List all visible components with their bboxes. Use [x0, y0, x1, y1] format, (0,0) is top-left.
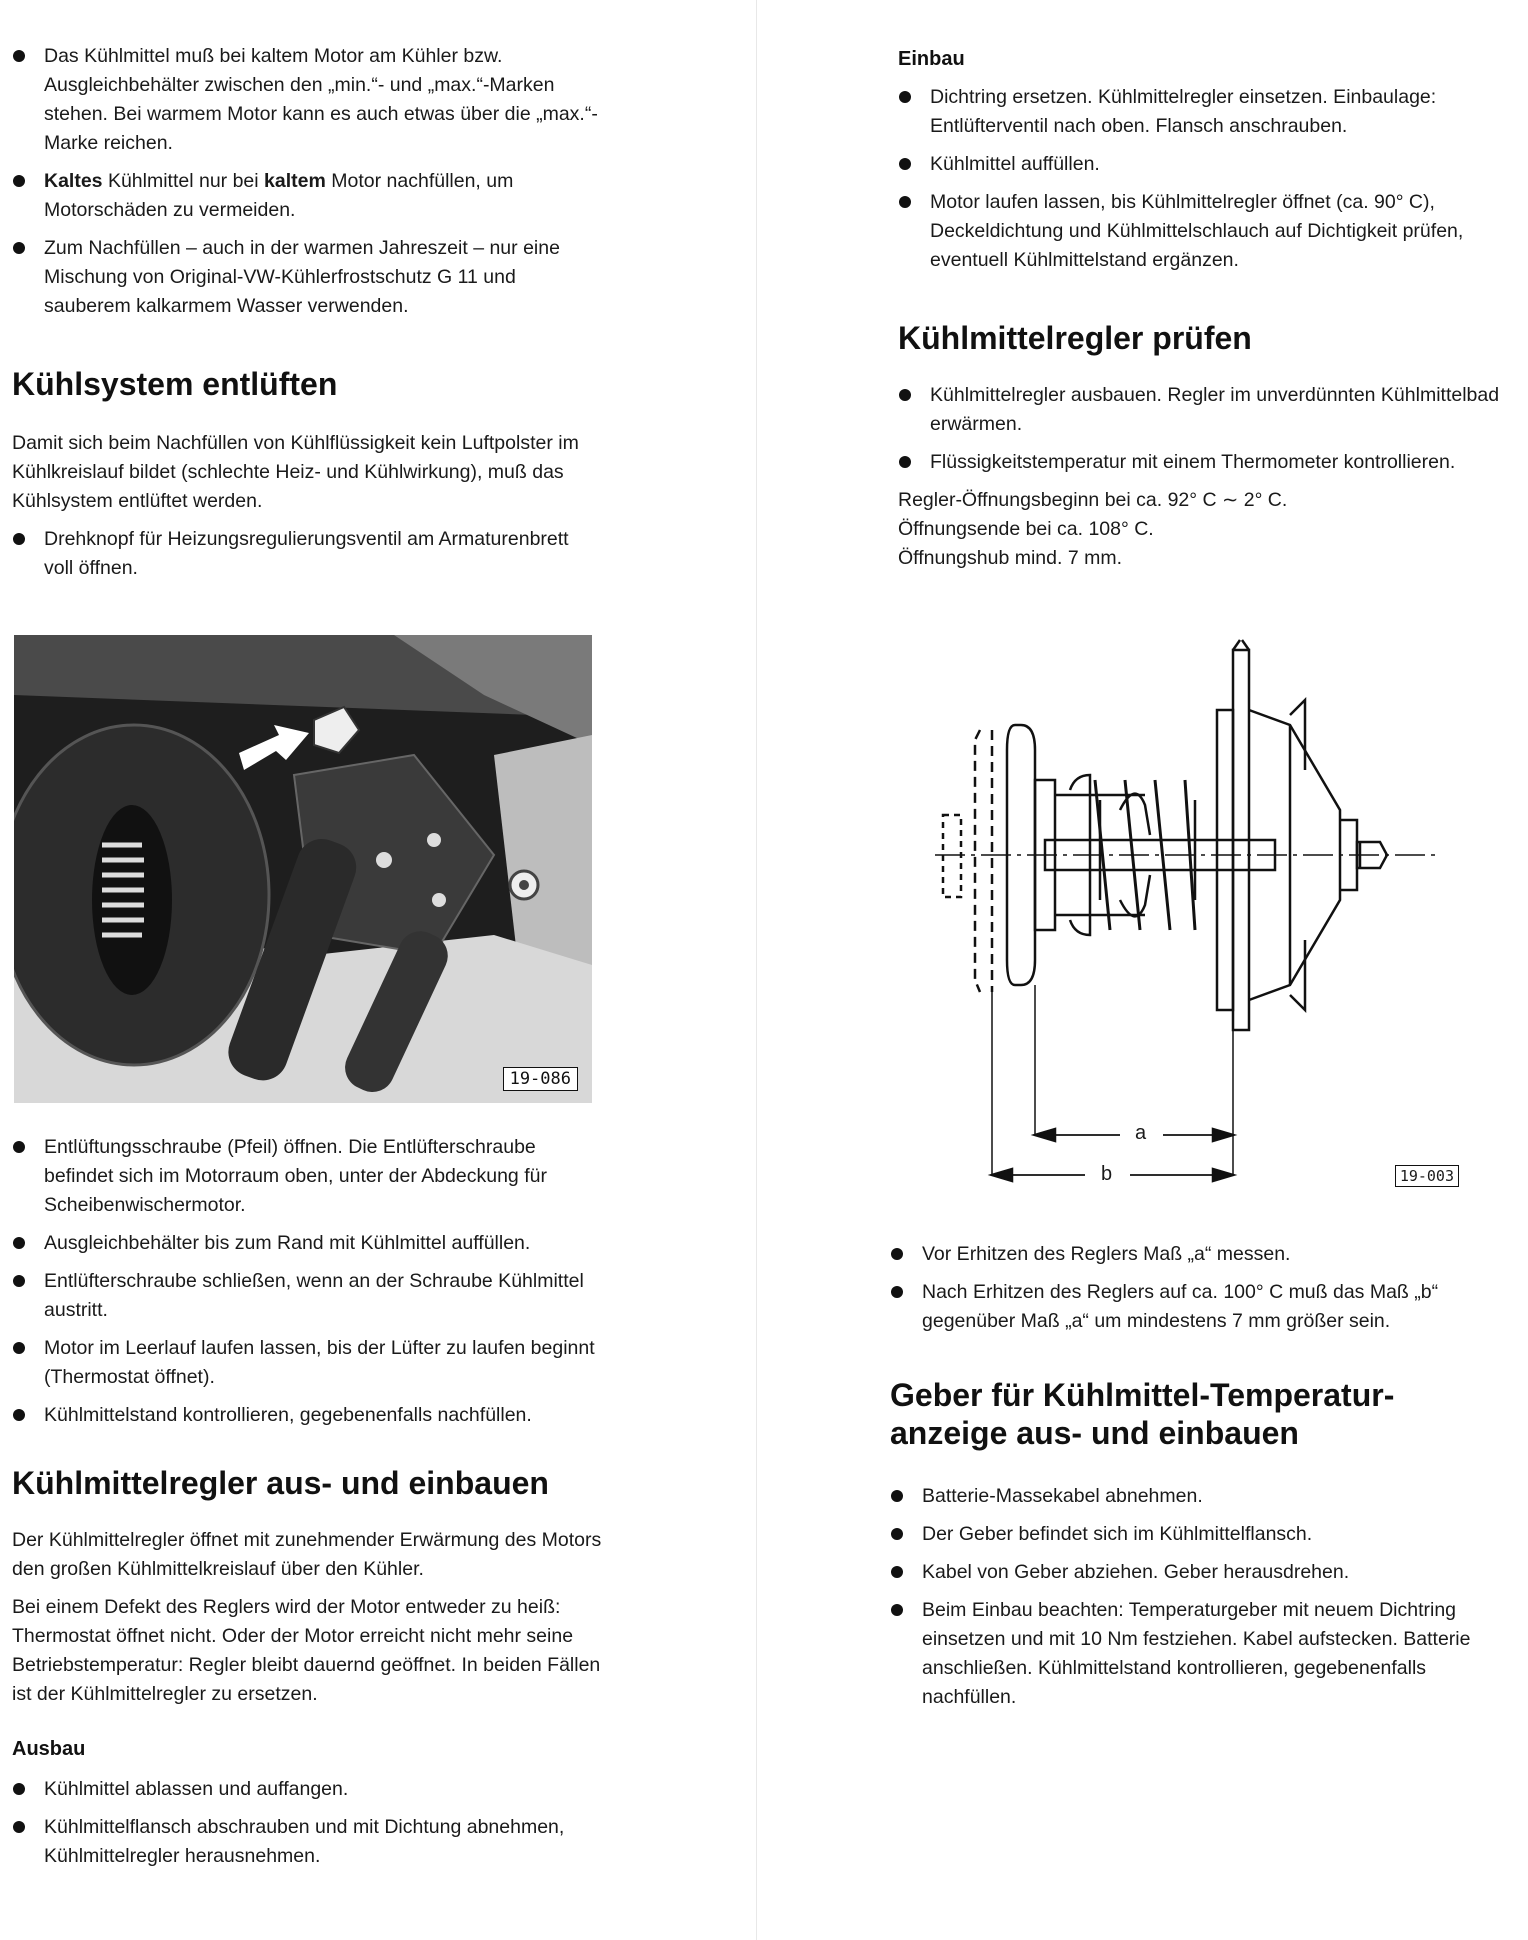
list-item [890, 1596, 1508, 1712]
spec-line: Öffnungsende bei ca. 108° C. [898, 518, 1154, 540]
list-item [12, 1133, 602, 1220]
list-item-text: Motor nachfüllen, um Motorschäden zu vermeiden. [44, 170, 514, 221]
section-title-regler-aus-einbauen: Kühlmittelregler aus- und einbauen [12, 1465, 549, 1501]
list-item-text: Dichtring ersetzen. Kühlmittelregler einsetzen. Einbaulage: Entlüfterventil nach oben. Flansch anschrauben. [930, 86, 1437, 137]
list-item [12, 525, 602, 583]
section-title-line: anzeige aus- und einbauen [890, 1415, 1299, 1451]
geber-list [890, 1482, 1508, 1712]
list-item-text: Kabel von Geber abziehen. Geber herausdrehen. [922, 1561, 1350, 1583]
bold-text: Kaltes [44, 170, 103, 192]
subsection-title-einbau: Einbau [898, 48, 965, 70]
thermostat-drawing [895, 630, 1455, 1205]
measure-list [890, 1240, 1508, 1336]
page-gutter [756, 0, 757, 1940]
list-item-text: Zum Nachfüllen – auch in der warmen Jahreszeit – nur eine Mischung von Original-VW-Kühlerfrostschutz G 11 und sauberem kalkarmem Wasser verwenden. [44, 237, 560, 317]
spec-line: Regler-Öffnungsbeginn bei ca. 92° C ∼ 2° C. [898, 489, 1288, 511]
spec-line: Öffnungshub mind. 7 mm. [898, 547, 1123, 569]
list-item-text: Batterie-Massekabel abnehmen. [922, 1485, 1203, 1507]
list-item-text: Motor im Leerlauf laufen lassen, bis der Lüfter zu laufen beginnt (Thermostat öffnet). [44, 1337, 595, 1388]
list-item [898, 150, 1508, 179]
list-item-text: Beim Einbau beachten: Temperaturgeber mit neuem Dichtring einsetzen und mit 10 Nm festziehen. Kabel aufstecken. Batterie anschließen. Kühlmittelstand kontrollieren, gegebenenfalls nachfüllen. [922, 1599, 1471, 1708]
intro-list [12, 42, 602, 321]
photo-figure-label: 19-086 [503, 1067, 578, 1091]
pruefen-list [898, 381, 1508, 477]
dimension-label-a: a [1135, 1122, 1147, 1144]
list-item-text: Ausgleichbehälter bis zum Rand mit Kühlmittel auffüllen. [44, 1232, 531, 1254]
list-item [12, 1401, 602, 1430]
ausbau-list [12, 1775, 602, 1871]
photo-illustration [14, 635, 592, 1103]
list-item-text: Der Geber befindet sich im Kühlmittelflansch. [922, 1523, 1313, 1545]
bold-text: kaltem [264, 170, 326, 192]
list-item-text: Kühlmittelflansch abschrauben und mit Dichtung abnehmen, Kühlmittelregler herausnehmen. [44, 1816, 565, 1867]
list-item-text: Das Kühlmittel muß bei kaltem Motor am Kühler bzw. Ausgleichbehälter zwischen den „min.“- und „max.“-Marken stehen. Bei warmem Motor kann es auch etwas über die „max.“-Marke reichen. [44, 45, 598, 154]
einbau-list [898, 83, 1508, 275]
list-item [890, 1520, 1508, 1549]
list-item [12, 1775, 602, 1804]
subsection-title-ausbau: Ausbau [12, 1738, 86, 1760]
list-item [12, 42, 602, 158]
list-item [890, 1482, 1508, 1511]
left-column [12, 0, 602, 592]
list-item-text: Nach Erhitzen des Reglers auf ca. 100° C muß das Maß „b“ gegenüber Maß „a“ um mindestens 7 mm größer sein. [922, 1281, 1439, 1332]
section-title-line: Geber für Kühlmittel-Temperatur- [890, 1377, 1395, 1413]
list-item-text: Kühlmittelregler ausbauen. Regler im unverdünnten Kühlmittelbad erwärmen. [930, 384, 1500, 435]
section-paragraph: Der Kühlmittelregler öffnet mit zunehmender Erwärmung des Motors den großen Kühlmittelkreislauf über den Kühler. [12, 1529, 602, 1580]
section-title-geber [890, 1376, 1508, 1452]
list-item [12, 234, 602, 321]
diagram-figure-label: 19-003 [1395, 1165, 1459, 1187]
thermostat-diagram [895, 630, 1455, 1205]
list-item-text: Flüssigkeitstemperatur mit einem Thermometer kontrollieren. [930, 451, 1456, 473]
list-item [890, 1240, 1508, 1269]
list-item [898, 188, 1508, 275]
list-item [898, 448, 1508, 477]
left-column-lower [12, 1133, 602, 1880]
list-item-text: Entlüfterschraube schließen, wenn an der Schraube Kühlmittel austritt. [44, 1270, 584, 1321]
list-item [898, 381, 1508, 439]
list-item-text: Kühlmittel ablassen und auffangen. [44, 1778, 349, 1800]
dimension-label-b: b [1101, 1163, 1113, 1185]
list-item [12, 1813, 602, 1871]
list-item [890, 1278, 1508, 1336]
section-title-entlueften: Kühlsystem entlüften [12, 366, 338, 402]
right-column [898, 45, 1508, 573]
list-item-text: Kühlmittelstand kontrollieren, gegebenenfalls nachfüllen. [44, 1404, 532, 1426]
list-item-text: Motor laufen lassen, bis Kühlmittelregler öffnet (ca. 90° C), Deckeldichtung und Kühlmittelschlauch auf Dichtigkeit prüfen, eventuell Kühlmittelstand ergänzen. [930, 191, 1464, 271]
list-item [12, 1229, 602, 1258]
section-title-regler-pruefen: Kühlmittelregler prüfen [898, 320, 1252, 356]
list-item [12, 167, 602, 225]
list-item-text: Vor Erhitzen des Reglers Maß „a“ messen. [922, 1243, 1291, 1265]
right-column-lower [890, 1240, 1508, 1721]
list-item-text: Drehknopf für Heizungsregulierungsventil am Armaturenbrett voll öffnen. [44, 528, 569, 579]
list-item [898, 83, 1508, 141]
list-item [12, 1267, 602, 1325]
list-item-text: Kühlmittel nur bei [107, 170, 259, 192]
spec-block [898, 486, 1508, 573]
section-paragraph: Damit sich beim Nachfüllen von Kühlflüssigkeit kein Luftpolster im Kühlkreislauf bildet (schlechte Heiz- und Kühlwirkung), muß das Kühlsystem entlüftet werden. [12, 432, 579, 512]
section-paragraph: Bei einem Defekt des Reglers wird der Motor entweder zu heiß: Thermostat öffnet nicht. Oder der Motor erreicht nicht mehr seine Betriebstemperatur: Regler bleibt dauernd geöffnet. In beiden Fällen ist der Kühlmittelregler zu ersetzen. [12, 1596, 601, 1705]
engine-bay-photo [14, 635, 592, 1103]
entlueften-list [12, 525, 602, 583]
list-item-text: Kühlmittel auffüllen. [930, 153, 1100, 175]
photo-steps-list [12, 1133, 602, 1430]
list-item [890, 1558, 1508, 1587]
list-item-text: Entlüftungsschraube (Pfeil) öffnen. Die Entlüfterschraube befindet sich im Motorraum oben, unter der Abdeckung für Scheibenwischermotor. [44, 1136, 547, 1216]
list-item [12, 1334, 602, 1392]
